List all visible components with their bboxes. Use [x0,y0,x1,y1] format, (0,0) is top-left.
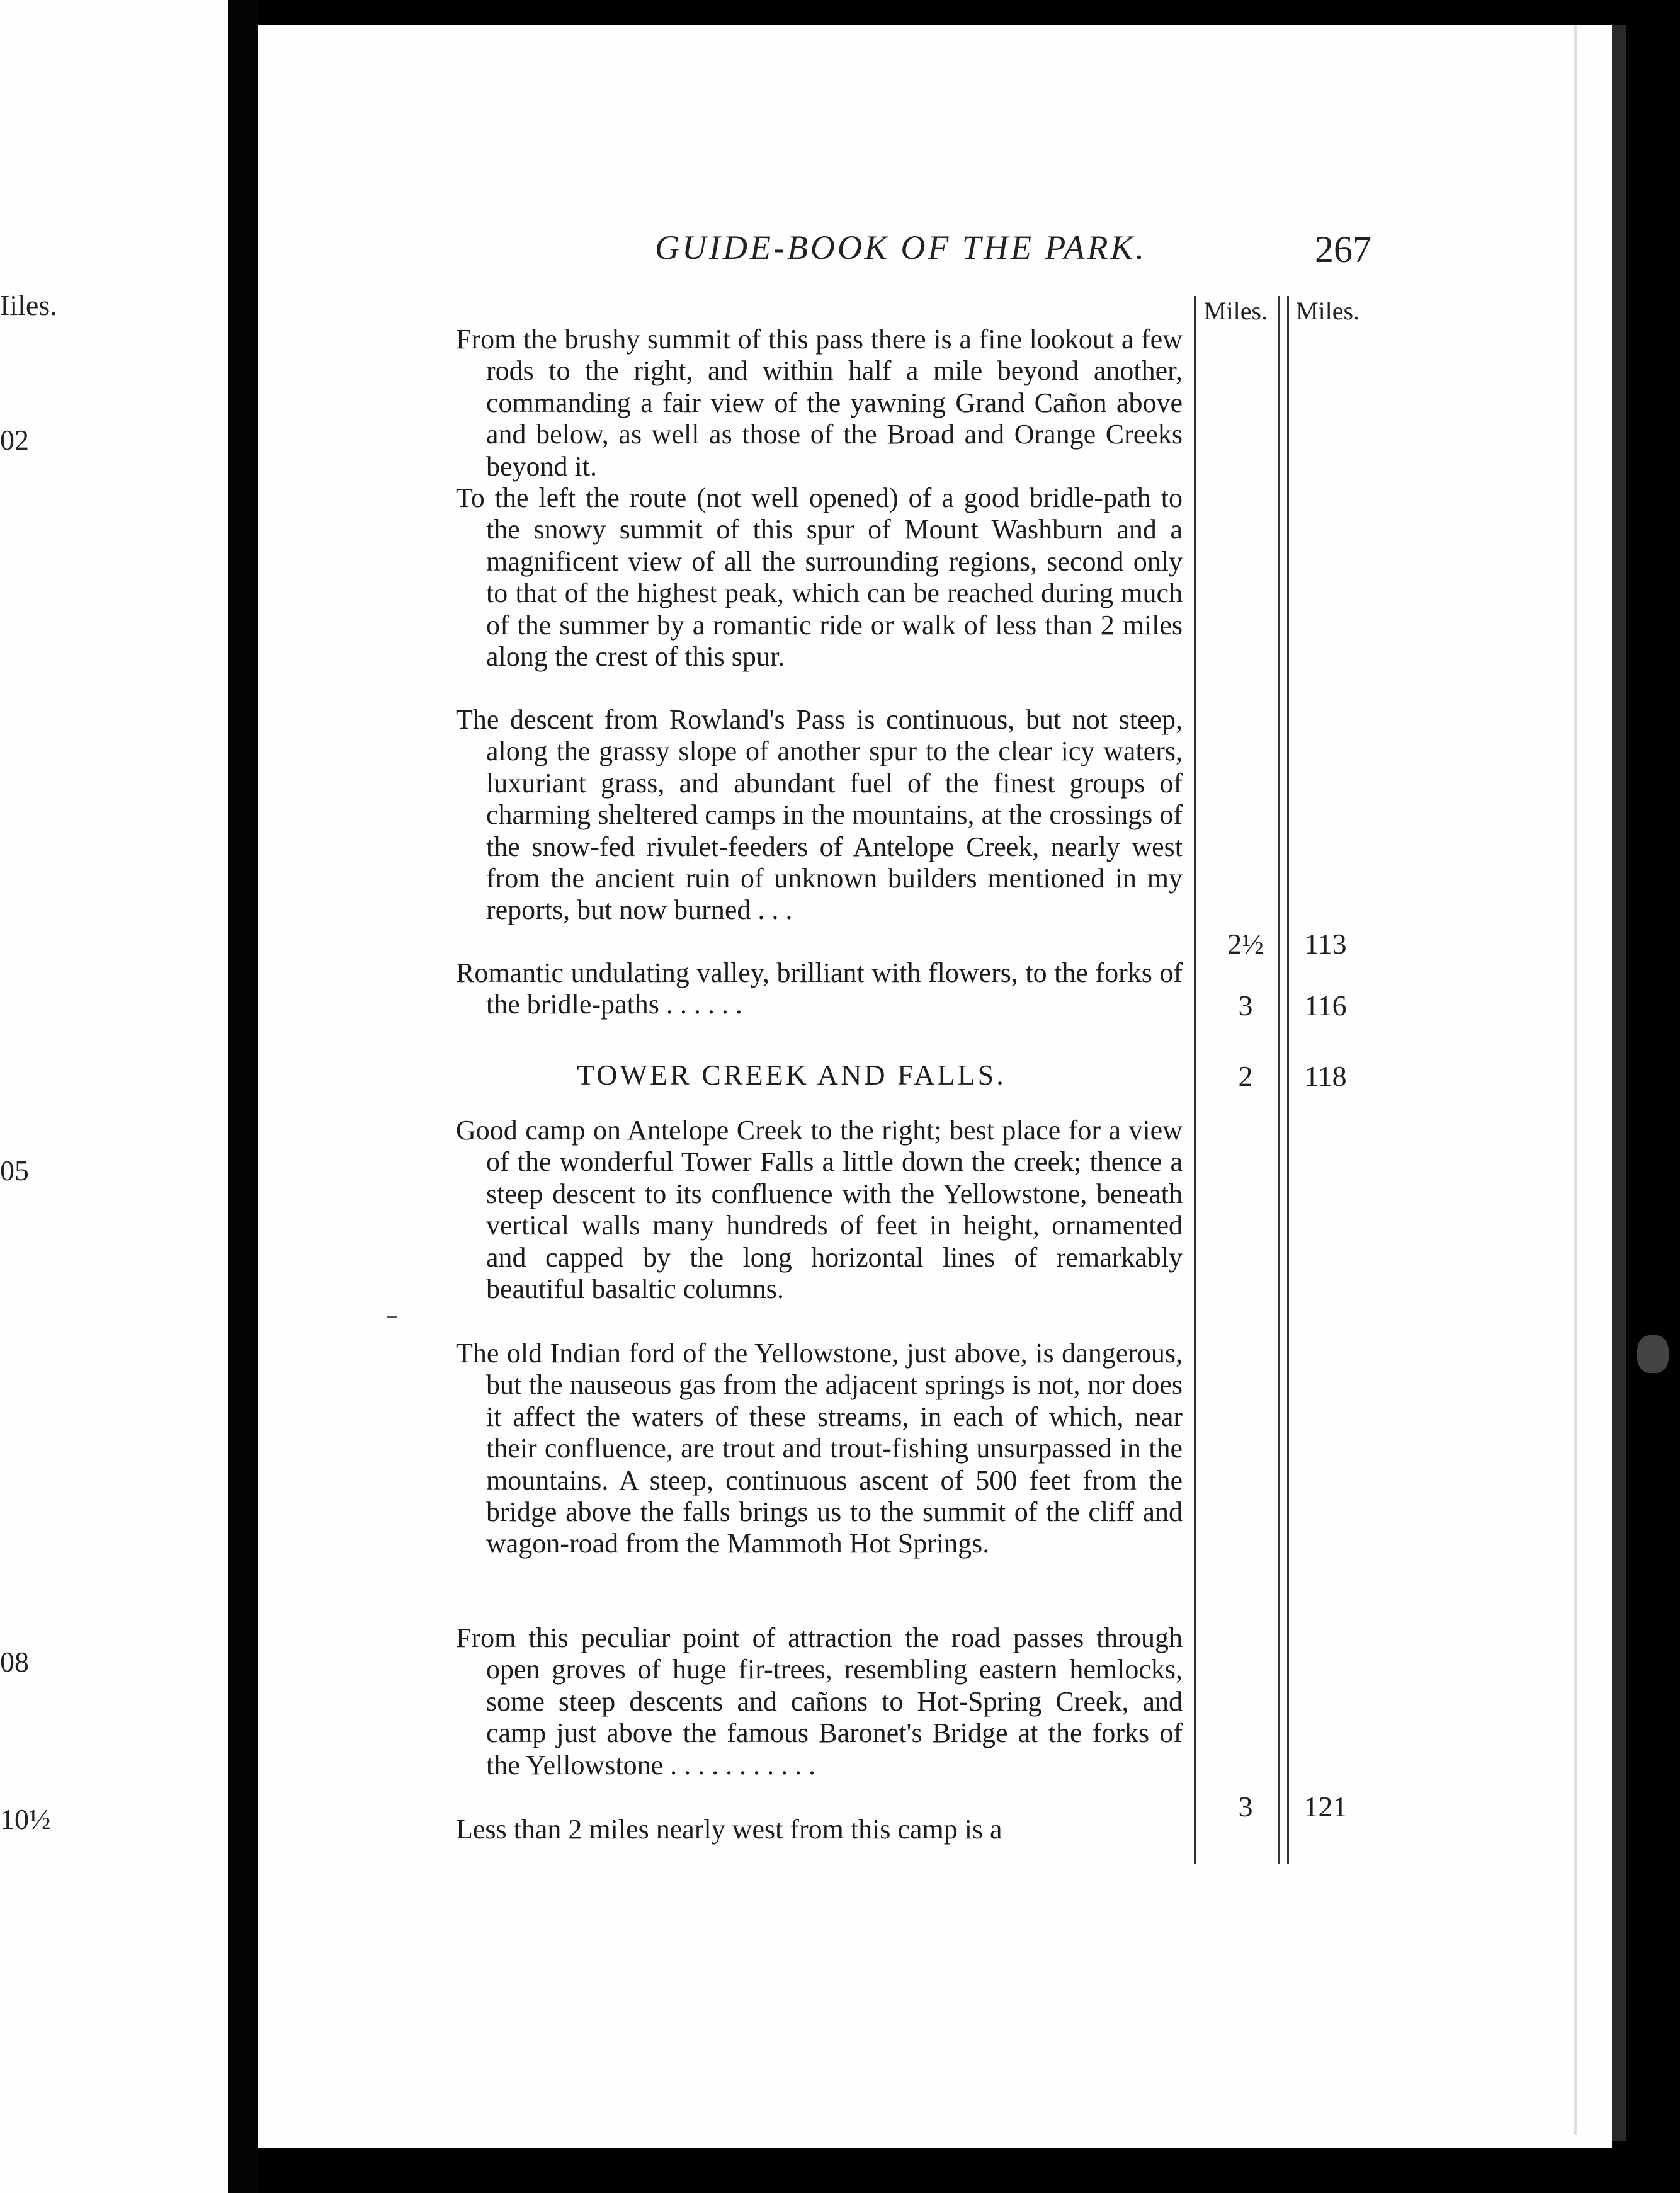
cumulative-miles: 113 [1304,928,1347,960]
segment-miles: 3 [1238,1791,1253,1823]
segment-miles: 3 [1238,989,1253,1022]
paragraph: Good camp on Antelope Creek to the right; best place for a view of the wonderful Tower Falls a little down the creek; thence a steep descent to its confluence with the Yellowstone, beneath vertical walls many hundreds of feet in height, ornamented and capped by the long horizontal lines of remarkably beautiful basaltic columns. [456,1115,1183,1305]
paragraph: Romantic undulating valley, brilliant with flowers, to the forks of the bridle-paths . . . . . . [456,957,1183,1020]
book-gutter [228,0,258,2193]
miles-column-header: Miles. [1204,297,1268,325]
page-edge-line [1574,25,1577,2135]
column-rule-left [1194,296,1196,1864]
total-miles-column-header: Miles. [1296,297,1360,325]
left-page-number: 02 [0,424,29,456]
segment-miles: 2½ [1227,928,1264,960]
page-number: 267 [1315,229,1371,270]
paragraph: From this peculiar point of attraction the road passes through open groves of huge fir-trees, resembling eastern hemlocks, some steep descents and cañons to Hot-Spring Creek, and camp just above the famous Baronet's Bridge at the forks of the Yellowstone . . . . . . . . . . . [456,1622,1183,1780]
paragraph: The descent from Rowland's Pass is continuous, but not steep, along the grassy slope of another spur to the clear icy waters, luxuriant grass, and abundant fuel of the finest groups of charming sheltered camps in the mountains, at the crossings of the snow-fed rivulet-feeders of Antelope Creek, nearly west from the ancient ruin of unknown builders mentioned in my reports, but now burned . . . [456,704,1183,926]
running-head: GUIDE-BOOK OF THE PARK. [655,229,1147,266]
cumulative-miles: 118 [1304,1060,1347,1092]
section-heading: TOWER CREEK AND FALLS. [577,1059,1006,1091]
cumulative-miles: 121 [1303,1791,1348,1823]
left-page-number: 05 [0,1154,29,1187]
paragraph: The old Indian ford of the Yellowstone, just above, is dangerous, but the nauseous gas from the adjacent springs is not, nor does it affect the waters of these streams, in each of which, near their confluence, are trout and trout-fishing unsurpassed in the mountains. A steep, continuous ascent of 500 feet from the bridge above the falls brings us to the summit of the cliff and wagon-road from the Mammoth Hot Springs. [456,1338,1183,1559]
column-rule-right [1287,296,1289,1864]
margin-mark [387,1316,397,1318]
column-rule-middle [1278,296,1280,1864]
left-page-header: Iiles. [0,289,57,321]
left-page-fragment [0,0,228,2193]
left-page-number: 08 [0,1646,29,1678]
scan-blot [1637,1335,1669,1373]
cumulative-miles: 116 [1304,989,1347,1022]
paragraph: Less than 2 miles nearly west from this camp is a [456,1814,1002,1845]
page-right-edge [1612,25,1626,2141]
segment-miles: 2 [1238,1060,1253,1092]
paragraph: To the left the route (not well opened) of a good bridle-path to the snowy summit of this spur of Mount Washburn and a magnificent view of all the surrounding regions, second only to that of the highest peak, which can be reached during much of the summer by a romantic ride or walk of less than 2 miles along the crest of this spur. [456,482,1183,673]
left-page-number: 10½ [0,1803,51,1835]
paragraph: From the brushy summit of this pass there is a fine lookout a few rods to the right, and within half a mile beyond another, commanding a fair view of the yawning Grand Cañon above and below, as well as those of the Broad and Orange Creeks beyond it. [456,324,1183,482]
